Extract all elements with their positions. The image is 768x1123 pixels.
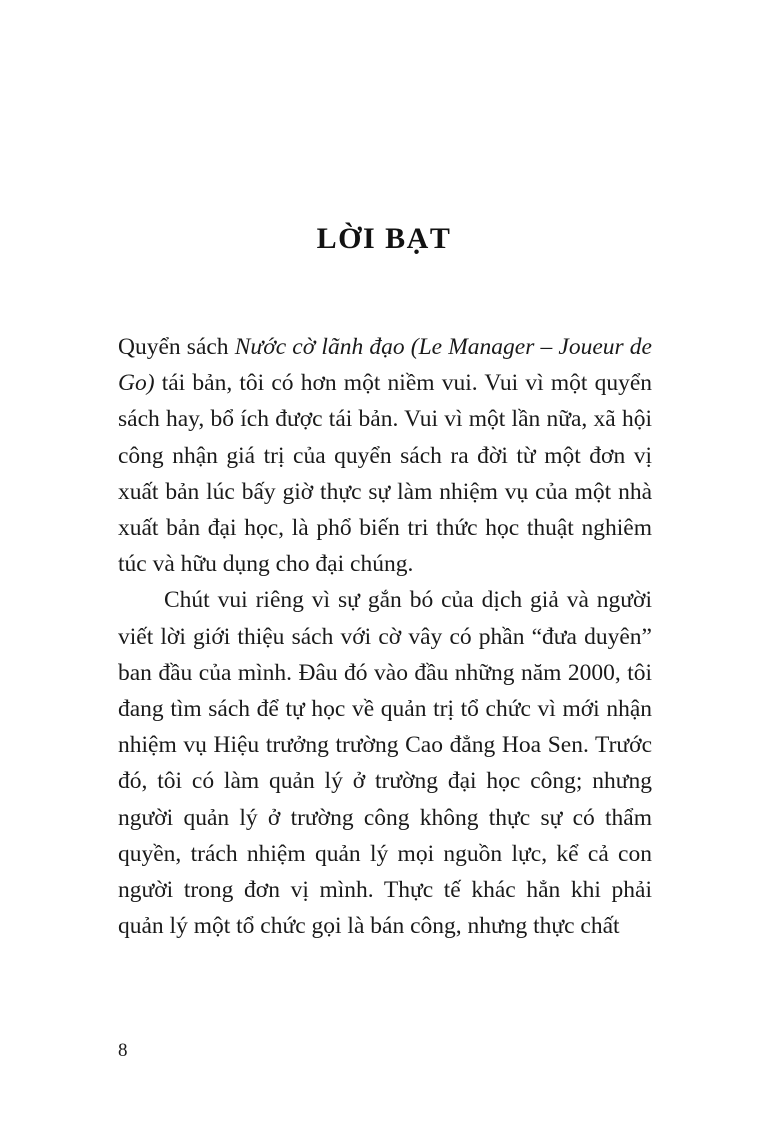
paragraph-1-rest: tái bản, tôi có hơn một niềm vui. Vui vì một quyển sách hay, bổ ích được tái bản. Vui vì một lần nữa, xã hội công nhận giá trị của quyển sách ra đời từ một đơn vị xuất bản lúc bấy giờ thực sự làm nhiệm vụ của một nhà xuất bản đại học, là phổ biến tri thức học thuật nghiêm túc và hữu dụng cho đại chúng. <box>118 370 652 578</box>
page-title: LỜI BẠT <box>316 222 452 255</box>
book-title-italic: Nước cờ lãnh đạo (Le Manager – Joueur de Go) <box>118 334 652 397</box>
paragraph-1 <box>118 329 652 582</box>
paragraph-2: Chút vui riêng vì sự gắn bó của dịch giả và người viết lời giới thiệu sách với cờ vây có phần “đưa duyên” ban đầu của mình. Đâu đó vào đầu những năm 2000, tôi đang tìm sách để tự học về quản trị tổ chức vì mới nhận nhiệm vụ Hiệu trưởng trường Cao đẳng Hoa Sen. Trước đó, tôi có làm quản lý ở trường đại học công; nhưng người quản lý ở trường công không thực sự có thẩm quyền, trách nhiệm quản lý mọi nguồn lực, kể cả con người trong đơn vị mình. Thực tế khác hẳn khi phải quản lý một tổ chức gọi là bán công, nhưng thực chất <box>118 587 652 940</box>
page-number: 8 <box>118 1040 128 1061</box>
body-text <box>118 329 652 944</box>
paragraph-1-lead: Quyển sách <box>118 334 235 360</box>
